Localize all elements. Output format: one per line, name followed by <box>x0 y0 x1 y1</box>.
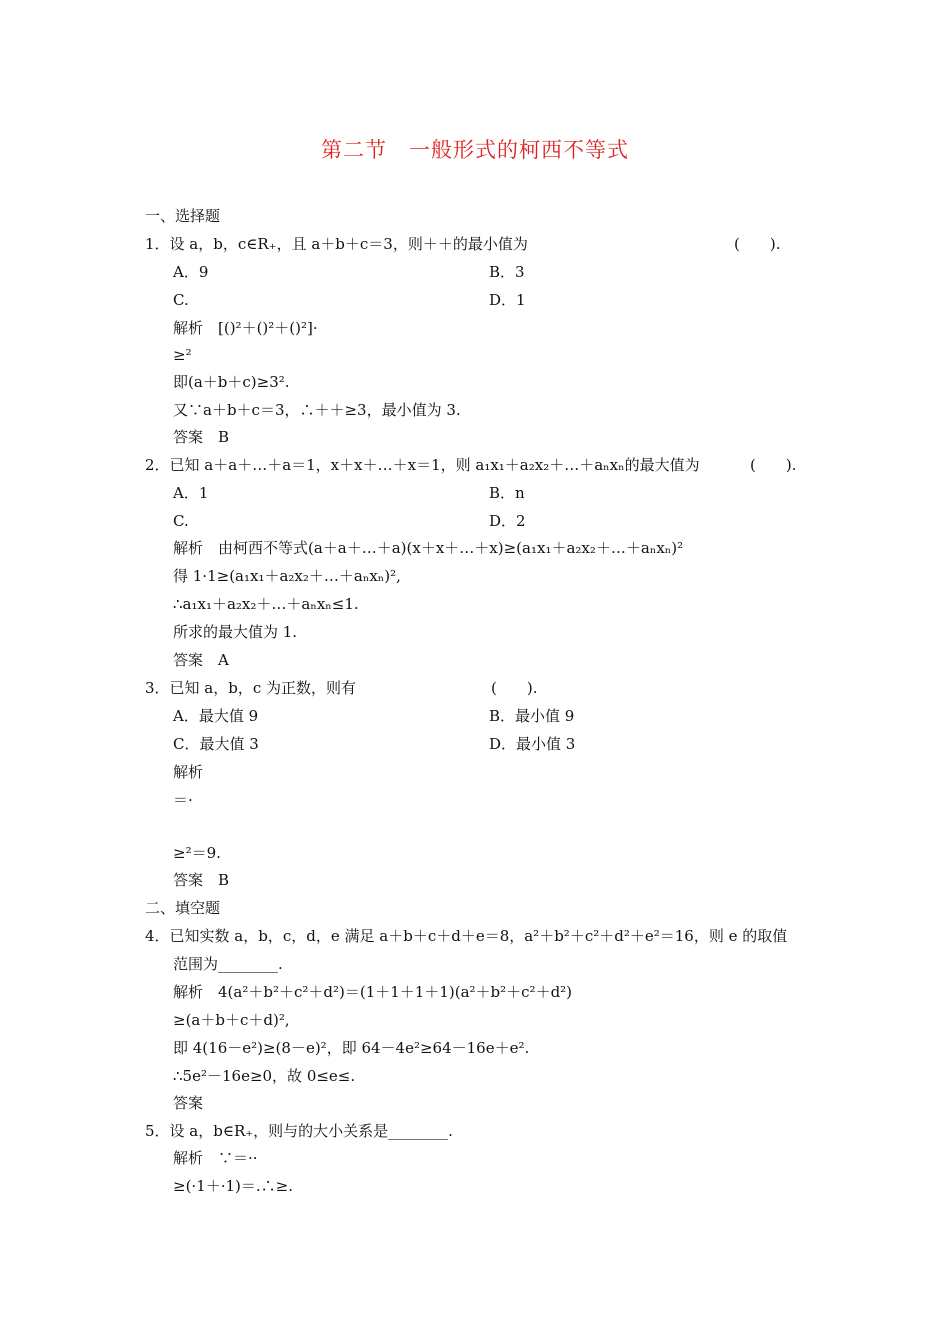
answer-line: 答案 B <box>173 871 230 889</box>
option-a: A．9 <box>173 263 209 281</box>
solution-line: ∴5e²－16e≥0，故 0≤e≤. <box>173 1067 356 1085</box>
solution-line: 解析 由柯西不等式(a＋a＋…＋a)(x＋x＋…＋x)≥(a₁x₁＋a₂x₂＋…＋aₙxₙ)² <box>173 539 684 557</box>
option-c: C. <box>173 291 189 309</box>
section-heading-choice: 一、选择题 <box>145 207 221 225</box>
question-5: 5．设 a，b∈R₊，则与的大小关系是________. <box>145 1122 453 1140</box>
solution-line: 解析 <box>173 763 204 781</box>
option-d: D．2 <box>489 512 526 530</box>
option-b: B．最小值 9 <box>489 707 575 725</box>
solution-line: 解析 ∵＝·· <box>173 1149 258 1167</box>
solution-line: 又∵a＋b＋c＝3，∴＋＋≥3，最小值为 3. <box>173 401 461 419</box>
answer-bracket: ( ). <box>734 235 781 253</box>
option-d: D．1 <box>489 291 526 309</box>
option-c: C．最大值 3 <box>173 735 259 753</box>
option-a: A．最大值 9 <box>173 707 259 725</box>
solution-line: ≥² <box>173 346 192 364</box>
solution-line: ≥(·1＋·1)＝.∴≥. <box>173 1177 294 1195</box>
page-title: 第二节 一般形式的柯西不等式 <box>321 138 629 162</box>
question-4-continued: 范围为________. <box>173 955 283 973</box>
solution-line: 解析 4(a²＋b²＋c²＋d²)＝(1＋1＋1＋1)(a²＋b²＋c²＋d²) <box>173 983 573 1001</box>
answer-bracket: ( ). <box>491 679 538 697</box>
solution-line: 解析 [()²＋()²＋()²]· <box>173 319 318 337</box>
solution-line: ∴a₁x₁＋a₂x₂＋…＋aₙxₙ≤1. <box>173 595 359 613</box>
option-d: D．最小值 3 <box>489 735 576 753</box>
answer-bracket: ( ). <box>750 456 797 474</box>
option-c: C. <box>173 512 189 530</box>
question-4: 4．已知实数 a，b，c，d，e 满足 a＋b＋c＋d＋e＝8，a²＋b²＋c²＋d²＋e²＝16，则 e 的取值 <box>145 927 788 945</box>
solution-line: ≥(a＋b＋c＋d)², <box>173 1011 290 1029</box>
question-3: 3．已知 a，b，c 为正数，则有 <box>145 679 357 697</box>
answer-line: 答案 B <box>173 428 230 446</box>
solution-line: 得 1·1≥(a₁x₁＋a₂x₂＋…＋aₙxₙ)², <box>173 567 401 585</box>
option-a: A．1 <box>173 484 209 502</box>
solution-line: ≥²＝9. <box>173 844 221 862</box>
option-b: B．3 <box>489 263 525 281</box>
question-1: 1．设 a，b，c∈R₊，且 a＋b＋c＝3，则＋＋的最小值为 <box>145 235 528 253</box>
solution-line: ＝· <box>173 791 193 809</box>
answer-line: 答案 <box>173 1094 204 1112</box>
solution-line: 即(a＋b＋c)≥3². <box>173 373 290 391</box>
section-heading-fill: 二、填空题 <box>145 899 221 917</box>
question-2: 2．已知 a＋a＋…＋a＝1，x＋x＋…＋x＝1，则 a₁x₁＋a₂x₂＋…＋aₙxₙ的最大值为 <box>145 456 700 474</box>
option-b: B．n <box>489 484 525 502</box>
answer-line: 答案 A <box>173 651 229 669</box>
solution-line: 即 4(16－e²)≥(8－e)²，即 64－4e²≥64－16e＋e². <box>173 1039 530 1057</box>
solution-line: 所求的最大值为 1. <box>173 623 298 641</box>
